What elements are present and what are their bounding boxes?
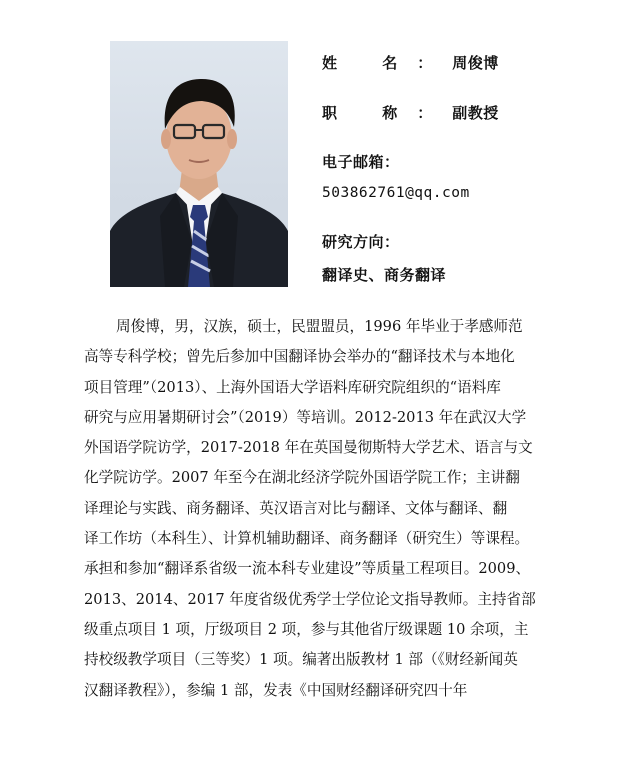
profile-photo [110, 41, 288, 287]
biography-text [84, 312, 554, 706]
bio-line: 高等专科学校；曾先后参加中国翻译协会举办的“翻译技术与本地化 [84, 348, 515, 366]
email-value: 503862761@qq.com [322, 185, 470, 201]
bio-line: 译理论与实践、商务翻译、英汉语言对比与翻译、文体与翻译、翻 [84, 499, 508, 517]
name-row [322, 52, 499, 73]
research-value: 翻译史、商务翻译 [322, 266, 447, 284]
title-value: 副教授 [452, 104, 499, 122]
bio-line: 汉翻译教程》），参编 1 部，发表《中国财经翻译研究四十年 [84, 681, 468, 699]
name-value: 周俊博 [452, 54, 499, 72]
bio-line: 2013、2014、2017 年度省级优秀学士学位论文指导教师。主持省部 [84, 590, 536, 608]
title-row [322, 102, 499, 123]
bio-line: 译工作坊（本科生）、计算机辅助翻译、商务翻译（研究生）等课程。 [84, 530, 530, 548]
bio-line: 承担和参加“翻译系省级一流本科专业建设”等质量工程项目。2009、 [84, 560, 531, 578]
bio-line: 级重点项目 1 项，厅级项目 2 项，参与其他省厅级课题 10 余项，主 [84, 620, 529, 638]
email-label: 电子邮箱： [322, 153, 400, 171]
bio-line: 外国语学院访学，2017-2018 年在英国曼彻斯特大学艺术、语言与文 [84, 439, 533, 457]
bio-line: 持校级教学项目（三等奖）1 项。编著出版教材 1 部（《财经新闻英 [84, 651, 518, 669]
name-label: 姓 名： [322, 54, 453, 72]
title-label: 职 称： [322, 104, 453, 122]
bio-line: 项目管理”（2013）、上海外国语大学语料库研究院组织的“语料库 [84, 378, 501, 396]
research-label: 研究方向： [322, 233, 400, 251]
bio-line: 周俊博，男，汉族，硕士，民盟盟员，1996 年毕业于孝感师范 [116, 318, 523, 335]
bio-line: 研究与应用暑期研讨会”（2019）等培训。2012-2013 年在武汉大学 [84, 408, 527, 426]
bio-line: 化学院访学。2007 年至今在湖北经济学院外国语学院工作；主讲翻 [84, 469, 520, 487]
